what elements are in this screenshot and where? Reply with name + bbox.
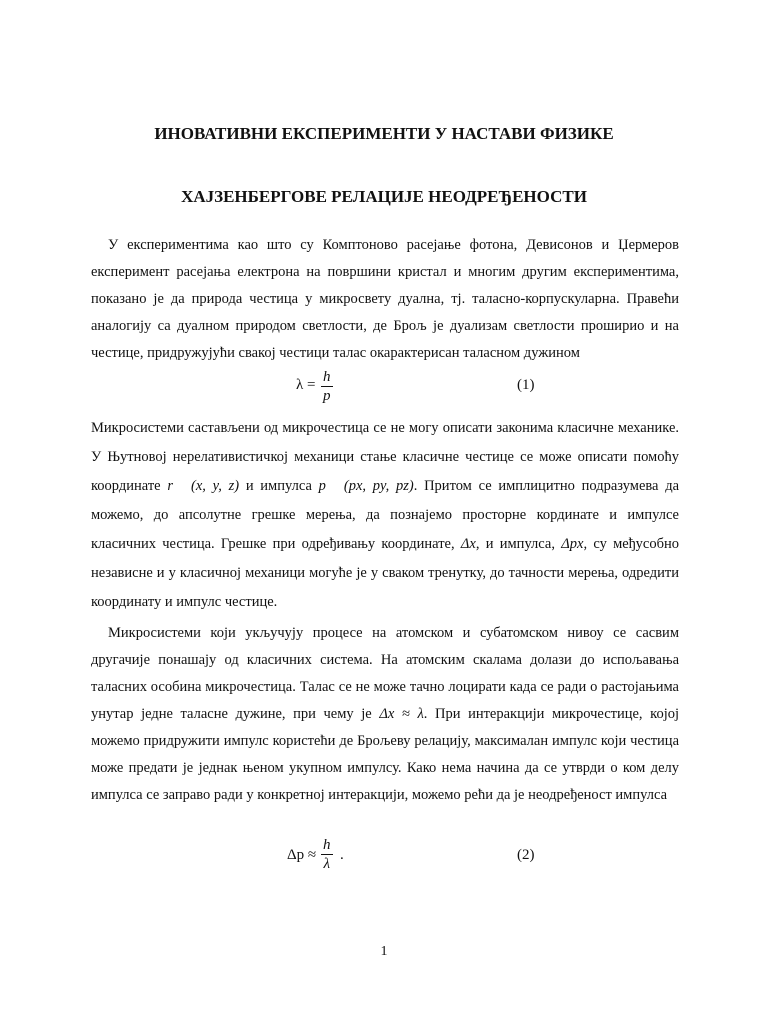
page-number: 1 (380, 944, 388, 959)
equation-2-lhs: Δp ≈ (287, 847, 317, 863)
wavelength-relation: Δx ≈ λ (379, 706, 424, 722)
equation-2-numerator: h (323, 837, 331, 853)
paragraph-quantum-text-a: Микросистеми који укључују процесе на атомском и субатомском нивоу се сасвим другачије понашају од класичних система. На атомским скалама долази до испољавања таласних особина микрочестица. Талас се не може тачно лоцирати када се ради о растојањима унутар једне таласне дужине, при чему је (91, 625, 679, 722)
paragraph-intro: У експериментима као што су Комптоново расејање фотона, Девисонов и Џермеров експеримент расејања електрона на површини кристал и многим другим експериментима, показано је да природа честица у микросвету дуална, тј. таласно-корпускуларна. Правећи аналогију са дуалном природом светлости, де Брољ је дуализам светлости проширио и на честице, придружујући свакој честици талас окарактерисан таласном дужином (91, 237, 679, 361)
paragraph-classical-text-d: , и импулса, (475, 536, 555, 552)
coordinate-vector: r⃗ (x, y, z) (167, 478, 240, 494)
paragraph-classical-text-b: и импулса (245, 478, 312, 494)
section-heading: ХАЈЗЕНБЕРГОВЕ РЕЛАЦИЈЕ НЕОДРЕЂЕНОСТИ (181, 187, 587, 206)
paragraph-classical-text-e: , су међусобно независне и у класичној механици могуће је у сваком тренутку, до тачности мерења, одредити координату и импулс честице. (91, 536, 680, 610)
coordinate-error: Δx (460, 536, 476, 552)
equation-2-fraction (321, 836, 333, 873)
equation-2-label: (2) (517, 847, 535, 863)
paragraph-quantum-text-b: . При интеракцији микрочестице, којој можемо придружити импулс користећи де Брољеву релацију, максималан импулс који честица може предати је једнак њеном укупном импулсу. Како нема начина да се утврди о ком делу импулса се заправо ради у конкретној интеракцији, можемо рећи да је неодређеност импулса (91, 706, 680, 803)
equation-2-tail: . (340, 847, 344, 863)
equation-1-denominator: p (323, 388, 331, 404)
equation-1-label: (1) (517, 377, 535, 393)
equation-2-denominator: λ (323, 856, 330, 872)
equation-1-numerator: h (323, 369, 331, 385)
equation-1-fraction (321, 368, 333, 405)
equation-1-lhs: λ = (296, 377, 316, 393)
paragraph-classical (91, 414, 679, 617)
paragraph-quantum (91, 620, 679, 809)
momentum-vector: p⃗ (px, py, pz) (318, 478, 414, 494)
momentum-error: Δpx (561, 536, 584, 552)
paragraph-classical-text-c: . Притом се имплицитно подразумева да можемо, до апсолутне грешке мерења, да познајемо просторне кординате и импулсе класичних честица. Грешке при одређивању координате, (91, 478, 680, 552)
document-title: ИНОВАТИВНИ ЕКСПЕРИМЕНТИ У НАСТАВИ ФИЗИКЕ (154, 124, 614, 143)
paragraph-classical-text-a: Микросистеми састављени од микрочестица се не могу описати законима класичне механике. У Њутновој нерелативистичкој механици стање класичне честице се може описати помоћу координате (91, 420, 679, 494)
